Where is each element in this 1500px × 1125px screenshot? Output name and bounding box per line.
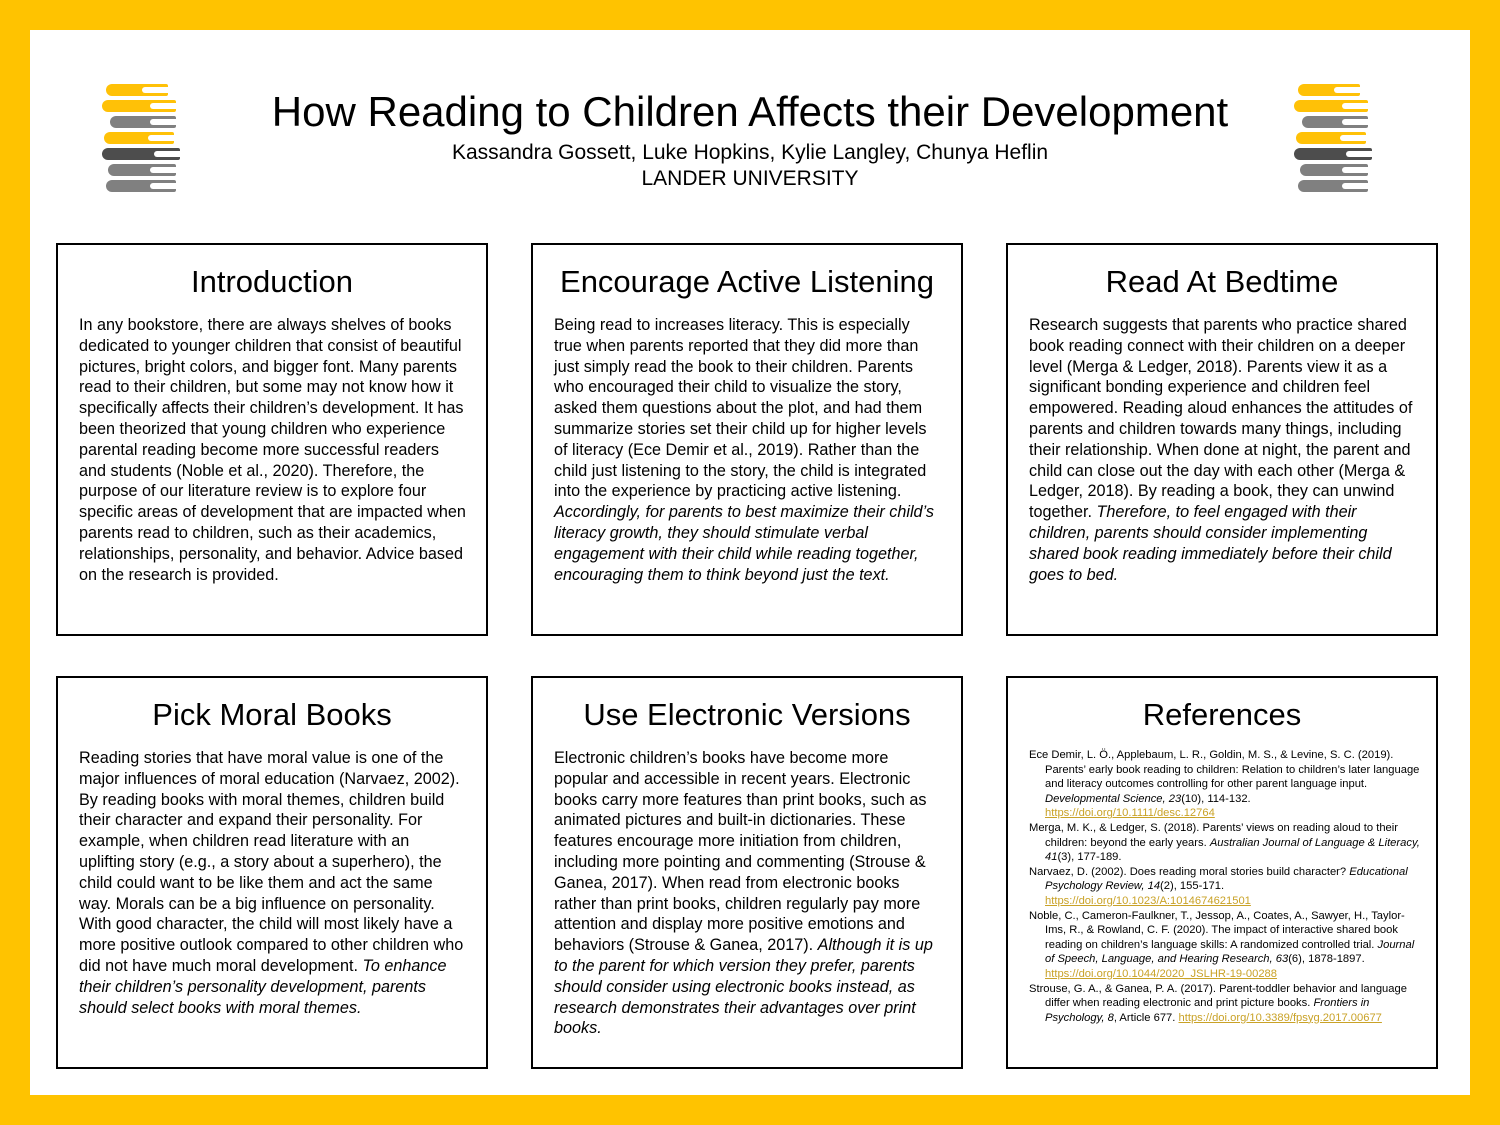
panel-title: References [1142, 697, 1302, 732]
body-text: Being read to increases literacy. This is especially true when parents reported that they did more than just simply read the book to their children. Parents who encouraged their child to visualize the story, asked them questions about the plot, and had them summarize stories set their child up for higher levels of literacy (Ece Demir et al., 2019). Rather than the child just listening to the story, the child is integrated into the experience by practicing active listening. [554, 316, 927, 501]
panel-title: Pick Moral Books [152, 697, 392, 732]
reference-text: Merga, M. K., & Ledger, S. (2018). Parents’ views on reading aloud to their children: beyond the early years. [1029, 821, 1398, 849]
reference-rest: (6), 1878-1897. [1288, 953, 1365, 966]
reference-item [1029, 821, 1420, 865]
reference-text: Ece Demir, L. Ö., Applebaum, L. R., Goldin, M. S., & Levine, S. C. (2019). Parents’ early book reading to children: Relation to children’s later language and literacy outcomes controlling for other parent language input. [1029, 749, 1420, 791]
panel-introduction [56, 243, 488, 636]
reference-text: Noble, C., Cameron-Faulkner, T., Jessop, A., Coates, A., Sawyer, H., Taylor-Ims, R., & Rowland, C. F. (2020). The impact of interactive shared book reading on children’s language skills: A randomized controlled trial. [1029, 909, 1405, 951]
reference-rest: (2), 155-171. [1160, 880, 1225, 893]
advice-text: Therefore, to feel engaged with their children, parents should consider implementing shared book reading immediately before their child goes to bed. [1029, 503, 1392, 584]
reference-doi-link[interactable]: https://doi.org/10.3389/fpsyg.2017.00677 [1178, 1011, 1382, 1024]
reference-item [1029, 909, 1420, 982]
reference-doi-link[interactable]: https://doi.org/10.1111/desc.12764 [1045, 807, 1215, 820]
body-text: In any bookstore, there are always shelves of books dedicated to younger children that consist of beautiful pictures, bright colors, and bigger font. Many parents read to their children, but some may not know how it specifically affects their children’s development. It has been theorized that young children who experience parental reading become more successful readers and students (Noble et al., 2020). Therefore, the purpose of our literature review is to explore four specific areas of development that are impacted when parents read to children, such as their academics, relationships, personality, and behavior. Advice based on the research is provided. [79, 316, 466, 584]
panel-body [554, 315, 941, 585]
panel-body [79, 748, 466, 1018]
reference-rest: , Article 677. [1113, 1011, 1179, 1024]
panel-references [1006, 676, 1438, 1069]
panel-moral-books [56, 676, 488, 1069]
reference-item [1029, 748, 1420, 821]
authors: Kassandra Gossett, Luke Hopkins, Kylie Langley, Chunya Heflin [451, 141, 1049, 164]
reference-doi-link[interactable]: https://doi.org/10.1044/2020_JSLHR-19-00288 [1045, 967, 1277, 980]
reference-list [1029, 748, 1420, 1025]
reference-journal: Developmental Science, 23 [1045, 792, 1182, 805]
reference-rest: (3), 177-189. [1057, 851, 1122, 864]
panel-active-listening [531, 243, 963, 636]
panel-bedtime [1006, 243, 1438, 636]
panel-title: Use Electronic Versions [583, 697, 911, 732]
panel-title: Read At Bedtime [1105, 264, 1339, 299]
poster-title: How Reading to Children Affects their Development [271, 88, 1229, 135]
reference-item [1029, 865, 1420, 909]
reference-rest: (10), 114-132. [1181, 792, 1251, 805]
advice-text: To enhance their children’s personality development, parents should select books with moral themes. [79, 956, 447, 1017]
reference-journal: Educational Psychology Review, 14 [1045, 865, 1408, 893]
reference-journal: Journal of Speech, Language, and Hearing Research, 63 [1045, 938, 1415, 966]
advice-text: Accordingly, for parents to best maximize their child’s literacy growth, they should stimulate verbal engagement with their child while reading together, encouraging them to think beyond just the text. [554, 503, 934, 584]
reference-journal: Frontiers in Psychology, 8 [1045, 997, 1370, 1024]
advice-text: Although it is up to the parent for which version they prefer, parents should consider using electronic books instead, as research demonstrates their advantages over print books. [554, 936, 933, 1038]
body-text: Research suggests that parents who practice shared book reading connect with their children on a deeper level (Merga & Ledger, 2018). Parents view it as a significant bonding experience and children feel empowered. Reading aloud enhances the attitudes of parents and children towards many things, including their relationship. When done at night, the parent and child can close out the day with each other (Merga & Ledger, 2018). By reading a book, they can unwind together. [1029, 316, 1413, 522]
body-text: Electronic children’s books have become more popular and accessible in recent years. Electronic books carry more features than print books, such as animated pictures and built-in dictionaries. These features encourage more initiation from children, including more pointing and commenting (Strouse & Ganea, 2017). When read from electronic books rather than print books, children regularly pay more attention and display more positive emotions and behaviors (Strouse & Ganea, 2017). [554, 749, 927, 955]
reference-journal: Australian Journal of Language & Literacy, 41 [1045, 836, 1420, 864]
reference-item [1029, 982, 1420, 1026]
panel-body [79, 315, 466, 585]
panel-title: Introduction [191, 264, 353, 299]
panel-title: Encourage Active Listening [560, 264, 934, 299]
panel-body [1029, 315, 1416, 585]
body-text: Reading stories that have moral value is one of the major influences of moral education (Narvaez, 2002). By reading books with moral themes, children build their character and expand their personality. For example, when children read literature with an uplifting story (e.g., a story about a superhero), the child could want to be like them and act the same way. Morals can be a big influence on personality. With good character, the child will most likely have a more positive outlook compared to other children who did not have much moral development. [79, 749, 464, 975]
panel-electronic [531, 676, 963, 1069]
reference-text: Narvaez, D. (2002). Does reading moral stories build character? [1029, 865, 1350, 878]
reference-text: Strouse, G. A., & Ganea, P. A. (2017). Parent-toddler behavior and language differ when reading electronic and print picture books. [1029, 982, 1407, 1010]
reference-doi-link[interactable]: https://doi.org/10.1023/A:1014674621501 [1045, 894, 1251, 907]
panel-body [554, 748, 941, 1039]
institution: LANDER UNIVERSITY [641, 167, 859, 190]
